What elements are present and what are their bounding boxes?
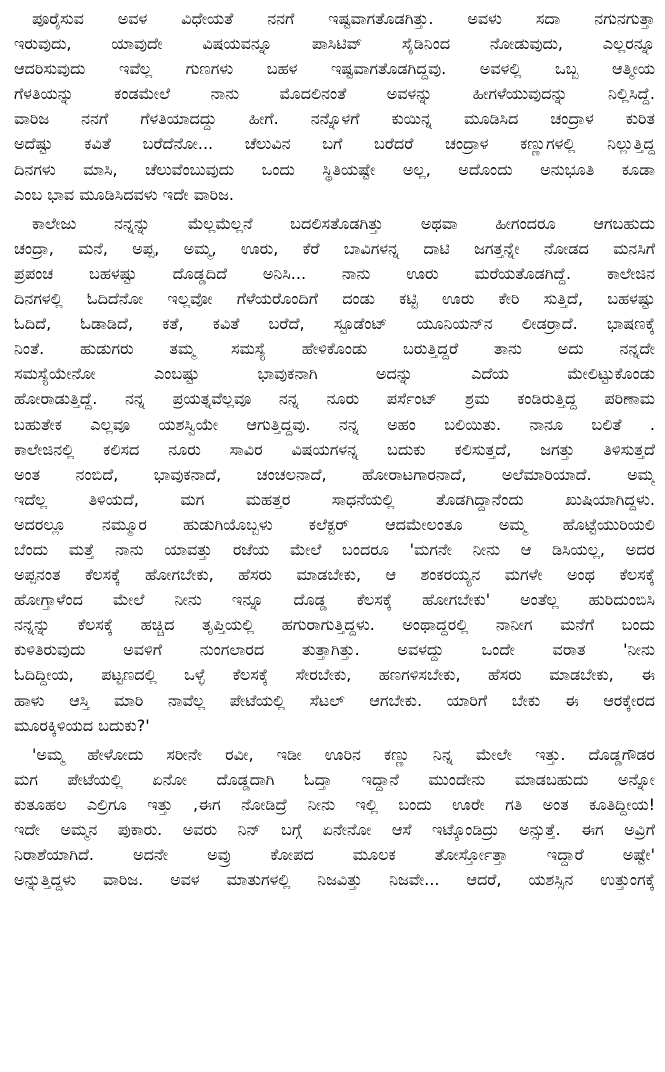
- text-line: ಹೋರಾಡುತ್ತಿದ್ದೆ. ನನ್ನ ಪ್ರಯತ್ನವೆಲ್ಲವೂ ನನ್ನ ನೂರು ಪರ್ಸೆಂಟ್ ಶ್ರಮ ಕಂಡಿರುತ್ತಿದ್ದ ಪರಿಣಾಮ: [14, 389, 655, 409]
- text-line: ವಾರಿಜ ನನಗೆ ಗೆಳತಿಯಾದದ್ದು ಹೀಗೆ. ನನ್ನೊಳಗೆ ಕುಯಿನ್ನ ಮೂಡಿಸಿದ ಚಂದ್ರಾಳ ಕುರಿತ: [14, 109, 655, 129]
- paragraph-2: [14, 211, 655, 738]
- text-line: ಇರುವುದು, ಯಾವುದೇ ವಿಷಯವನ್ನೂ ಪಾಸಿಟಿವ್ ಸೈಡಿನಿಂದ ನೋಡುವುದು, ಎಲ್ಲರನ್ನೂ: [14, 34, 655, 54]
- text-line: ನಿರಾಶೆಯಾಗಿದೆ. ಅದನೇ ಅವ್ರು ಕೋಪದ ಮೂಲಕ ತೋರ್ಸ್ತೋತ್ತಾ ಇದ್ದಾರೆ ಅಷ್ಟೇ': [14, 845, 655, 865]
- text-line: ಅದೆಷ್ಟು ಕವಿತೆ ಬರೆದೆನೋ... ಚೆಲುವಿನ ಬಗೆ ಬರೆದರೆ ಚಂದ್ರಾಳ ಕಣ್ಣುಗಳಲ್ಲಿ ನಿಲ್ಲುತ್ತಿದ್ದ: [14, 134, 655, 154]
- text-line: ದಿನಗಳಲ್ಲಿ ಓದಿದೆನೋ ಇಲ್ಲವೋ ಗೆಳೆಯರೊಂದಿಗೆ ದಂಡು ಕಟ್ಟಿ ಊರು ಕೇರಿ ಸುತ್ತಿದೆ, ಬಹಳಷ್ಟು: [14, 289, 655, 309]
- text-line: ಇದೆಲ್ಲ ತಿಳಿಯದೆ, ಮಗ ಮಹತ್ತರ ಸಾಧನೆಯಲ್ಲಿ ತೊಡಗಿದ್ದಾನೆಂದು ಖುಷಿಯಾಗಿದ್ದಳು.: [14, 489, 655, 509]
- text-line: ಬಹುತೇಕ ಎಲ್ಲವೂ ಯಶಸ್ವಿಯೇ ಆಗುತ್ತಿದ್ದವು. ನನ್ನ ಅಹಂ ಬಲಿಯಿತು. ನಾನೂ ಬಲಿತೆ .: [14, 414, 655, 434]
- text-line: ಅಪ್ಪನಂತ ಕೆಲಸಕ್ಕೆ ಹೋಗಬೇಕು, ಹೆಸರು ಮಾಡಬೇಕು, ಆ ಶಂಕರಯ್ಯನ ಮಗಳೇ ಅಂಥ ಕೆಲಸಕ್ಕೆ: [14, 565, 655, 585]
- paragraph-3: [14, 742, 655, 893]
- text-line: ಬೆಂದು ಮತ್ತೆ ನಾನು ಯಾವತ್ತು ರಜೆಯ ಮೇಲೆ ಬಂದರೂ 'ಮಗನೇ ನೀನು ಆ ಡಿಸಿಯಲ್ಲ, ಅದರ: [14, 539, 655, 559]
- text-line: ಓದಿದೆ, ಓಡಾಡಿದೆ, ಕತೆ, ಕವಿತೆ ಬರೆದೆ, ಸ್ಟೂಡೆಂಟ್ ಯೂನಿಯನ್‌ನ ಲೀಡರ್ರಾದೆ. ಭಾಷಣಕ್ಕೆ: [14, 314, 655, 334]
- text-line: ಪೂರೈಸುವ ಅವಳ ವಿಧೇಯತೆ ನನಗೆ ಇಷ್ಟವಾಗತೊಡಗಿತ್ತು. ಅವಳು ಸದಾ ನಗುನಗುತ್ತಾ: [32, 9, 655, 28]
- text-line: 'ಅಮ್ಮ ಹೇಳೋದು ಸರೀನೇ ರವೀ, ಇಡೀ ಊರಿನ ಕಣ್ಣು ನಿನ್ನ ಮೇಲೇ ಇತ್ತು. ದೊಡ್ಡಗೌಡರ: [32, 744, 655, 764]
- paragraph-1: [14, 6, 655, 207]
- text-line: ದಿನಗಳು ಮಾಸಿ, ಚೆಲುವೆಂಬುವುದು ಒಂದು ಸ್ಥಿತಿಯಷ್ಟೇ ಅಲ್ಲ, ಅದೊಂದು ಅನುಭೂತಿ ಕೂಡಾ: [14, 159, 655, 179]
- text-line: ನನ್ನನ್ನು ಕೆಲಸಕ್ಕೆ ಹಚ್ಚಿದ ತೃಪ್ತಿಯಲ್ಲಿ ಹಗುರಾಗುತ್ತಿದ್ದಳು. ಅಂಥಾದ್ದರಲ್ಲಿ ನಾನೀಗ ಮನೆಗೆ ಬಂದು: [14, 615, 655, 635]
- text-line: ಪ್ರಪಂಚ ಬಹಳಷ್ಟು ದೊಡ್ಡದಿದೆ ಅನಿಸಿ... ನಾನು ಊರು ಮರೆಯತೊಡಗಿದ್ದೆ. ಕಾಲೇಜಿನ: [14, 263, 655, 283]
- text-line: ಗೆಳತಿಯನ್ನು ಕಂಡಮೇಲೆ ನಾನು ಮೊದಲಿನಂತೆ ಅವಳನ್ನು ಹೀಗಳೆಯುವುದನ್ನು ನಿಲ್ಲಿಸಿದ್ದೆ.: [14, 84, 655, 104]
- text-line: ಮಗ ಪೇಟೆಯಲ್ಲಿ ಏನೋ ದೊಡ್ಡದಾಗಿ ಓದ್ತಾ ಇದ್ದಾನೆ ಮುಂದೇನು ಮಾಡಬಹುದು ಅನ್ನೋ: [14, 769, 655, 789]
- text-line: ಕುತೂಹಲ ಎಲ್ರಿಗೂ ಇತ್ತು ,ಈಗ ನೋಡಿದ್ರೆ ನೀನು ಇಲ್ಲಿ ಬಂದು ಊರೇ ಗತಿ ಅಂತ ಕೂತಿದ್ದೀಯ!: [14, 794, 655, 814]
- text-line: ಸಮಸ್ಯೆಯೇನೋ ಎಂಬಷ್ಟು ಭಾವುಕನಾಗಿ ಅದನ್ನು ಎದೆಯ ಮೇಲಿಟ್ಟುಕೊಂಡು: [14, 364, 655, 384]
- text-line: ಕಾಲೇಜು ನನ್ನನ್ನು ಮೆಲ್ಲಮೆಲ್ಲನೆ ಬದಲಿಸತೊಡಗಿತ್ತು ಅಥವಾ ಹೀಗಂದರೂ ಆಗಬಹುದು: [32, 213, 655, 233]
- text-line: ಅಂತ ನಂಬಿದೆ, ಭಾವುಕನಾದೆ, ಚಂಚಲನಾದೆ, ಹೋರಾಟಗಾರನಾದೆ, ಅಲೆಮಾರಿಯಾದೆ. ಅಮ್ಮ: [14, 464, 655, 484]
- text-line: ಕಾಲೇಜಿನಲ್ಲಿ ಕಲಿಸದ ನೂರು ಸಾವಿರ ವಿಷಯಗಳನ್ನ ಬದುಕು ಕಲಿಸುತ್ತದೆ, ಜಗತ್ತು ತಿಳಿಸುತ್ತದೆ: [14, 439, 655, 459]
- text-line: ಇದೇ ಅಮ್ಮನ ಪುಕಾರು. ಅವರು ನಿನ್ ಬಗ್ಗೆ ಏನೇನೋ ಆಸೆ ಇಟ್ಕೊಂಡಿದ್ರು ಅನ್ಸುತ್ತೆ. ಈಗ ಅವ್ರಿಗೆ: [14, 820, 655, 839]
- text-line: ಅದರಲ್ಲೂ ನಮ್ಮೂರ ಹುಡುಗಿಯೊಬ್ಬಳು ಕಲೆಕ್ಟರ್ ಆದಮೇಲಂತೂ ಅಮ್ಮ ಹೊಟ್ಟೆಯುರಿಯಲಿ: [14, 514, 655, 534]
- text-line: ಅನ್ನುತ್ತಿದ್ದಳು ವಾರಿಜ. ಅವಳ ಮಾತುಗಳಲ್ಲಿ ನಿಜವಿತ್ತು ನಿಜವೇ... ಆದರೆ, ಯಶಸ್ಸಿನ ಉತ್ತುಂಗಕ್ಕೆ: [14, 870, 655, 890]
- text-line: ಹೋಗ್ತಾಳೆಂದ ಮೇಲೆ ನೀನು ಇನ್ನೂ ದೊಡ್ಡ ಕೆಲಸಕ್ಕೆ ಹೋಗಬೇಕು' ಅಂತೆಲ್ಲ ಹುರಿದುಂಬಿಸಿ: [14, 590, 655, 610]
- text-line: ಮೂರಕ್ಕಿಳಿಯದ ಬದುಕು?': [14, 715, 150, 735]
- text-line: ಕುಳಿತಿರುವುದು ಅವಳಿಗೆ ನುಂಗಲಾರದ ತುತ್ತಾಗಿತ್ತು. ಅವಳದ್ದು ಒಂದೇ ವರಾತ 'ನೀನು: [14, 640, 655, 660]
- text-line: ಆದರಿಸುವುದು ಇವೆಲ್ಲ ಗುಣಗಳು ಬಹಳ ಇಷ್ಟವಾಗತೊಡಗಿದ್ದವು. ಅವಳಲ್ಲಿ ಒಬ್ಬ ಆತ್ಮೀಯ: [14, 59, 655, 79]
- text-line: ಓದಿದ್ದೀಯ, ಪಟ್ಟಣದಲ್ಲಿ ಒಳ್ಳೆ ಕೆಲಸಕ್ಕೆ ಸೇರಬೇಕು, ಹಣಗಳಿಸಬೇಕು, ಹೆಸರು ಮಾಡಬೇಕು, ಈ: [14, 665, 655, 685]
- text-line: ಎಂಬ ಭಾವ ಮೂಡಿಸಿದವಳು ಇದೇ ವಾರಿಜ.: [14, 184, 234, 204]
- text-line: ನಿಂತೆ. ಹುಡುಗರು ತಮ್ಮ ಸಮಸ್ಯೆ ಹೇಳಿಕೊಂಡು ಬರುತ್ತಿದ್ದರೆ ತಾನು ಅದು ನನ್ನದೇ: [14, 339, 655, 359]
- text-line: ಚಂದ್ರಾ, ಮನೆ, ಅಪ್ಪ, ಅಮ್ಮ, ಊರು, ಕೆರೆ ಬಾವಿಗಳನ್ನ ದಾಟಿ ಜಗತ್ತನ್ನೇ ನೋಡದ ಮನಸಿಗೆ: [14, 238, 655, 258]
- text-line: ಹಾಳು ಆಸ್ತಿ ಮಾರಿ ನಾವೆಲ್ಲ ಪೇಟೆಯಲ್ಲಿ ಸೆಟಲ್ ಆಗಬೇಕು. ಯಾರಿಗೆ ಬೇಕು ಈ ಆರಕ್ಕೇರದ: [14, 690, 655, 710]
